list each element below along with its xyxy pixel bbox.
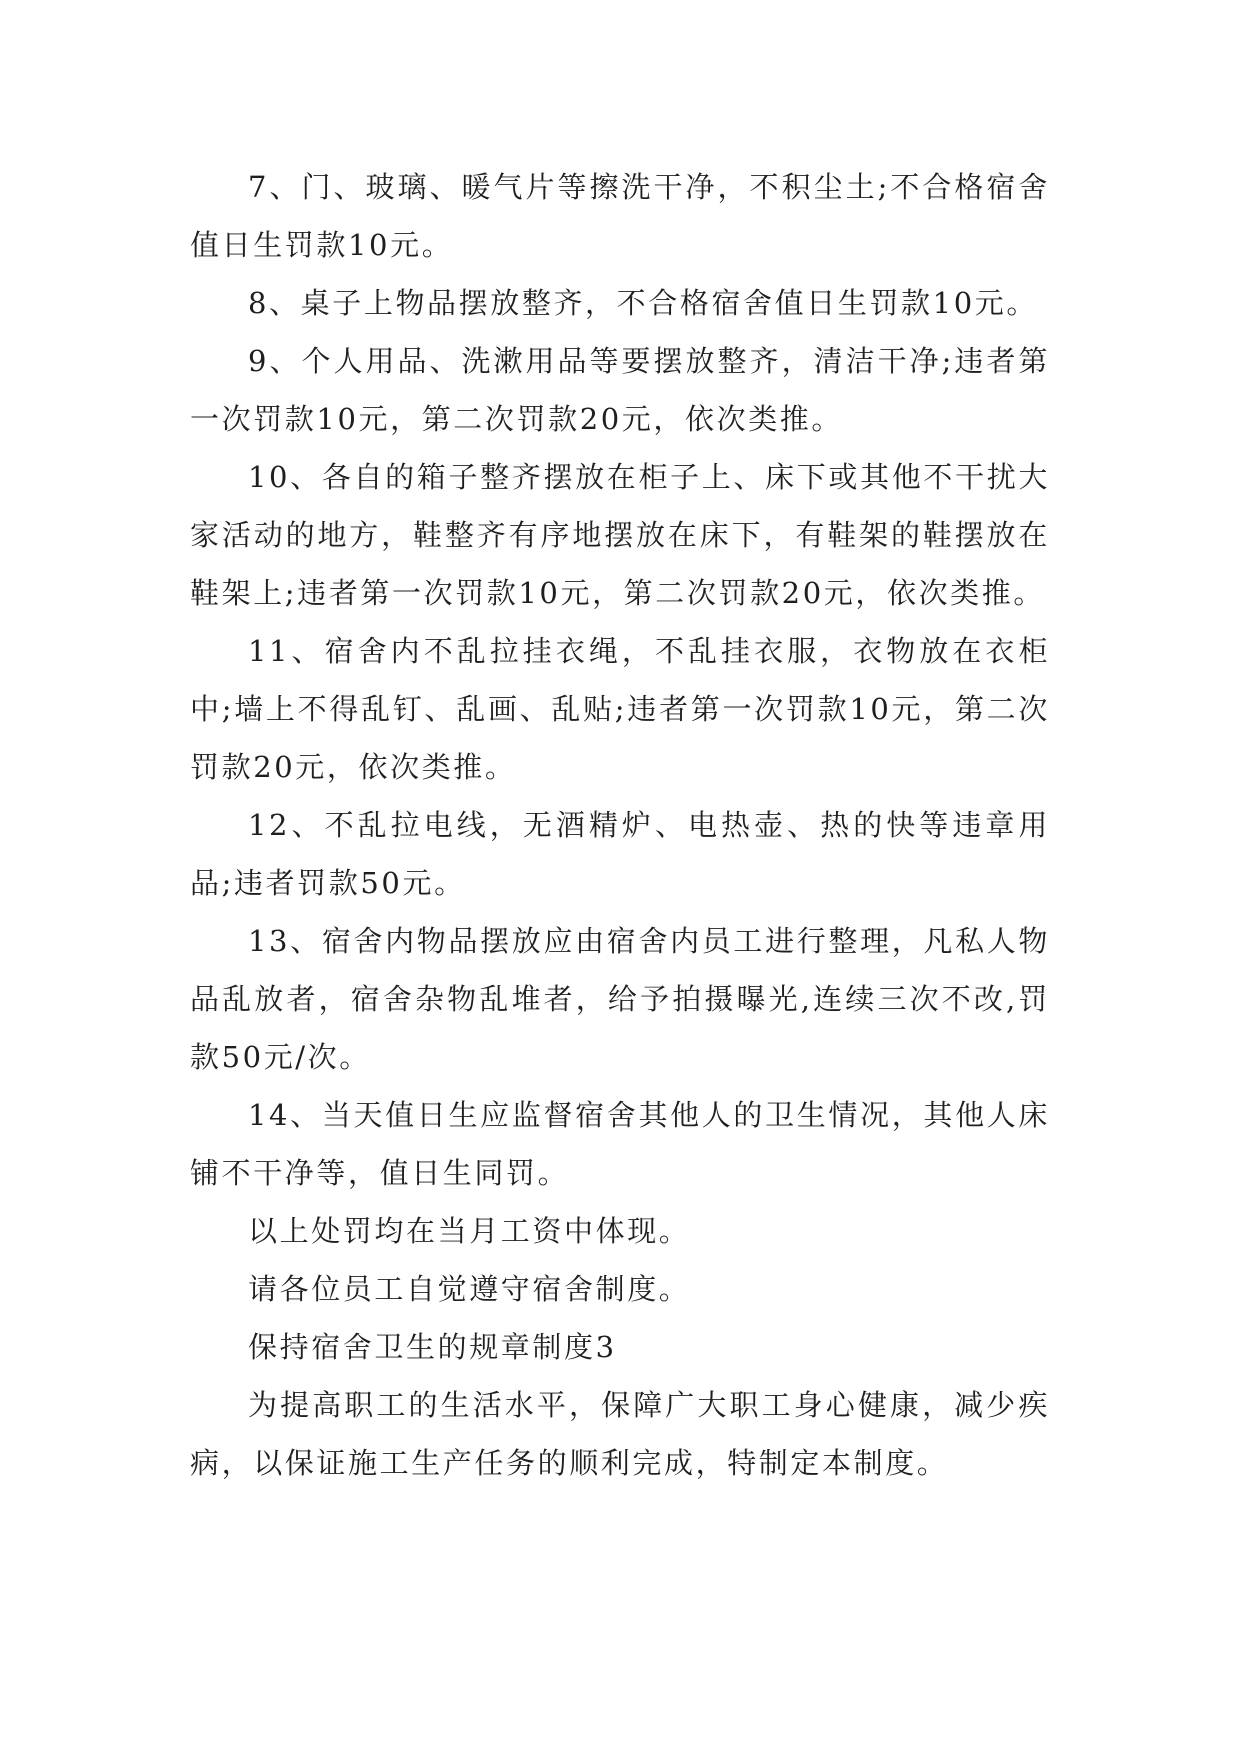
paragraph-item-12: 12、不乱拉电线，无酒精炉、电热壶、热的快等违章用品;违者罚款50元。 xyxy=(190,808,1050,900)
paragraph-item-9: 9、个人用品、洗漱用品等要摆放整齐，清洁干净;违者第一次罚款10元，第二次罚款20元，依次类推。 xyxy=(190,344,1050,436)
document-body xyxy=(190,158,1050,1492)
paragraph-item-11: 11、宿舍内不乱拉挂衣绳，不乱挂衣服，衣物放在衣柜中;墙上不得乱钉、乱画、乱贴;违者第一次罚款10元，第二次罚款20元，依次类推。 xyxy=(190,634,1050,784)
section-heading: 保持宿舍卫生的规章制度3 xyxy=(248,1330,617,1364)
paragraph-penalty-note: 以上处罚均在当月工资中体现。 xyxy=(248,1214,691,1248)
paragraph-item-8: 8、桌子上物品摆放整齐，不合格宿舍值日生罚款10元。 xyxy=(248,286,1038,320)
paragraph-item-14: 14、当天值日生应监督宿舍其他人的卫生情况，其他人床铺不干净等，值日生同罚。 xyxy=(190,1098,1050,1190)
paragraph-item-10: 10、各自的箱子整齐摆放在柜子上、床下或其他不干扰大家活动的地方，鞋整齐有序地摆放在床下，有鞋架的鞋摆放在鞋架上;违者第一次罚款10元，第二次罚款20元，依次类推。 xyxy=(190,460,1050,610)
paragraph-intro: 为提高职工的生活水平，保障广大职工身心健康，减少疾病，以保证施工生产任务的顺利完成，特制定本制度。 xyxy=(190,1388,1050,1480)
paragraph-item-7: 7、门、玻璃、暖气片等擦洗干净，不积尘土;不合格宿舍值日生罚款10元。 xyxy=(190,170,1050,262)
paragraph-compliance-note: 请各位员工自觉遵守宿舍制度。 xyxy=(248,1272,691,1306)
paragraph-item-13: 13、宿舍内物品摆放应由宿舍内员工进行整理，凡私人物品乱放者，宿舍杂物乱堆者，给予拍摄曝光,连续三次不改,罚款50元/次。 xyxy=(190,924,1050,1074)
